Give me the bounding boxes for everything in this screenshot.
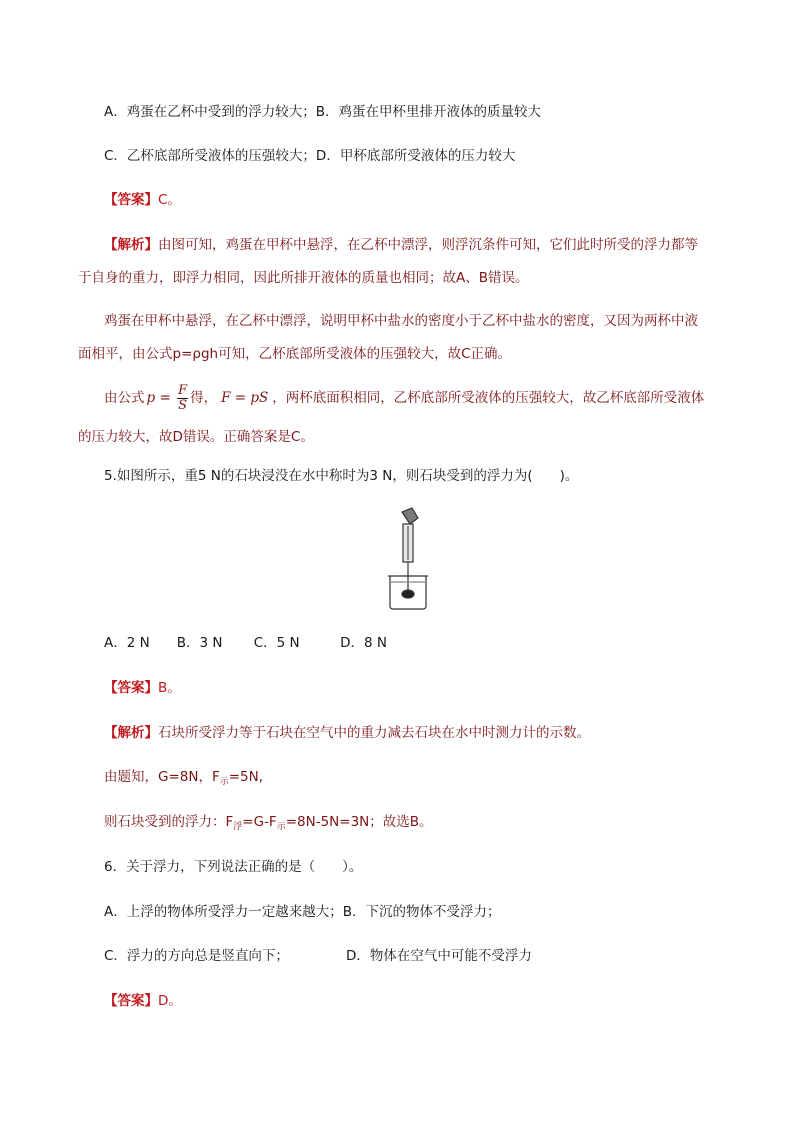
q5-given — [104, 767, 263, 792]
answer-tag: 【答案】 — [104, 680, 158, 696]
q4-para3-line2: 的压力较大，故D错误。正确答案是C。 — [78, 429, 314, 445]
analysis-tag: 【解析】 — [104, 725, 158, 741]
given-prefix: 由题知，G=8N，F — [104, 769, 220, 785]
answer-tag: 【答案】 — [104, 993, 158, 1009]
formula-p: p — [146, 390, 156, 406]
q4-analysis-line1 — [104, 235, 698, 255]
para3-post: ，两杯底面积相同，乙杯底部所受液体的压强较大，故乙杯底部所受液体 — [272, 390, 705, 406]
formula-eq: = — [155, 390, 176, 406]
q5-stem: 5.如图所示，重5 N的石块浸没在水中称时为3 N，则石块受到的浮力为( )。 — [104, 468, 579, 484]
q6-option-c: C．浮力的方向总是竖直向下； — [104, 948, 289, 964]
q6-stem: 6．关于浮力，下列说法正确的是（ ）。 — [104, 859, 363, 875]
q4-options-cd: C．乙杯底部所受液体的压强较大；D．甲杯底部所受液体的压力较大 — [104, 148, 516, 164]
q4-analysis-line2: 于自身的重力，即浮力相同，因此所排开液体的质量也相同；故A、B错误。 — [78, 270, 529, 286]
analysis-text: 由图可知，鸡蛋在甲杯中悬浮，在乙杯中漂浮，则浮沉条件可知，它们此时所受的浮力都等 — [158, 237, 698, 253]
calc-mid: =G-F — [242, 814, 277, 830]
q6-option-d: D．物体在空气中可能不受浮力 — [346, 948, 532, 964]
answer-tag: 【答案】 — [104, 192, 158, 208]
q5-analysis — [104, 723, 590, 743]
analysis-text: 石块所受浮力等于石块在空气中的重力减去石块在水中时测力计的示数。 — [158, 725, 590, 741]
analysis-tag: 【解析】 — [104, 237, 158, 253]
calc-prefix: 则石块受到的浮力：F — [104, 814, 234, 830]
q4-para2-line2: 面相平，由公式p=ρgh可知，乙杯底部所受液体的压强较大，故C正确。 — [78, 346, 512, 362]
q6-answer — [104, 991, 182, 1011]
formula-f-equals-ps: F = pS — [221, 390, 269, 406]
calc-suffix: =8N-5N=3N；故选B。 — [285, 814, 433, 830]
answer-value: C。 — [158, 192, 181, 208]
answer-value: D。 — [158, 993, 182, 1009]
para3-prefix: 由公式 — [104, 390, 145, 406]
spring-scale-beaker-figure — [388, 506, 440, 610]
spring-scale-icon — [388, 506, 440, 610]
q6-options-ab: A．上浮的物体所受浮力一定越来越大；B．下沉的物体不受浮力； — [104, 904, 501, 920]
formula-fraction — [177, 384, 188, 413]
calc-subscript-2: 示 — [276, 822, 286, 832]
q4-options-ab: A．鸡蛋在乙杯中受到的浮力较大；B．鸡蛋在甲杯里排开液体的质量较大 — [104, 104, 541, 120]
q5-options: A．2 N B．3 N C．5 N D．8 N — [104, 635, 388, 651]
q4-para3-line1 — [104, 380, 704, 416]
para3-mid: 得， — [190, 390, 218, 406]
q4-answer — [104, 190, 181, 210]
q5-answer — [104, 678, 181, 698]
answer-value: B。 — [158, 680, 181, 696]
given-suffix: =5N, — [228, 769, 264, 785]
fraction-numerator: F — [178, 382, 188, 398]
q5-calc — [104, 812, 433, 837]
q4-para2-line1: 鸡蛋在甲杯中悬浮，在乙杯中漂浮，说明甲杯中盐水的密度小于乙杯中盐水的密度，又因为两杯中液 — [104, 313, 698, 329]
fraction-denominator: S — [178, 397, 188, 413]
calc-subscript-1: 浮 — [233, 822, 243, 832]
given-subscript: 示 — [219, 777, 229, 787]
